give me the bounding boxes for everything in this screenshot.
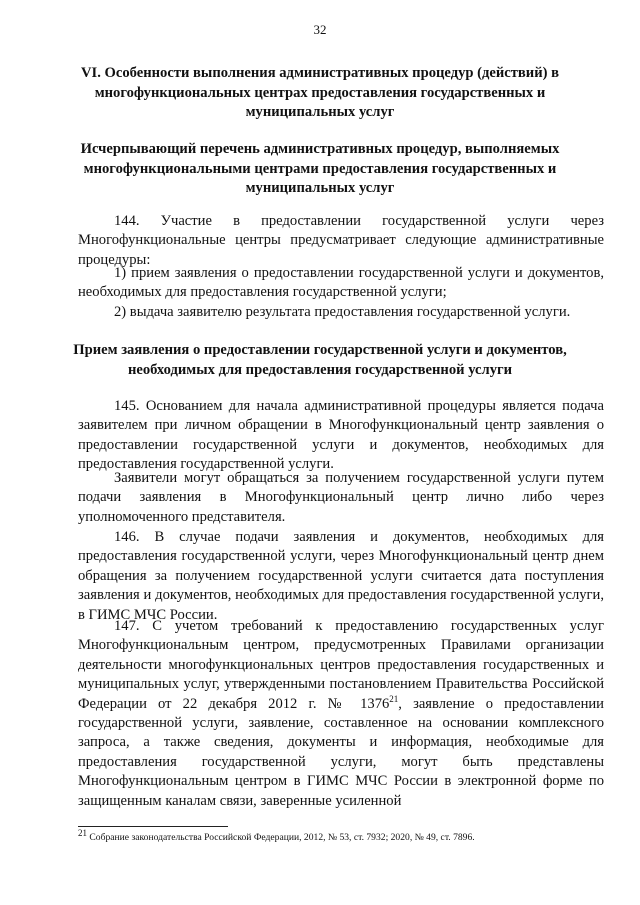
paragraph-144: 144. Участие в предоставлении государственной услуги через Многофункциональные центры предусматривает следующие административные процедуры: — [78, 213, 604, 268]
paragraph-145: 145. Основанием для начала административной процедуры является подача заявителем при личном обращении в Многофункциональный центр заявления о предоставлении государственной услуги и документов, необходимых для предоставления государственной услуги. — [78, 398, 604, 473]
page-number: 32 — [313, 22, 327, 37]
footnote-divider — [78, 826, 228, 827]
paragraph-144-item-1: 1) прием заявления о предоставлении государственной услуги и документов, необходимых для предоставления государственной услуги; — [78, 265, 604, 301]
paragraph-147-start: 147. С учетом требований к предоставлению государственных услуг Многофункциональным центром, предусмотренных Правилами организации деятельности многофункциональных центров предоставления государственных и муниципальных услуг, утвержденными постановлением Правительства Российской Федерации от 22 декабря 2012 г. № 1376 — [78, 618, 604, 712]
footnote-mark: 21 — [78, 827, 87, 838]
footnote-reference: 21 — [389, 693, 399, 704]
paragraph-144-item-2: 2) выдача заявителю результата предоставления государственной услуги. — [114, 304, 571, 320]
subheading-application-intake: Прием заявления о предоставлении государственной услуги и документов, необходимых для предоставления государственной услуги — [73, 342, 567, 378]
footnote — [78, 827, 608, 844]
paragraph-145-continued: Заявители могут обращаться за получением государственной услуги путем подачи заявления в Многофункциональный центр лично либо через уполномоченного представителя. — [78, 470, 604, 525]
paragraph-146: 146. В случае подачи заявления и документов, необходимых для предоставления государственной услуги, через Многофункциональный центр днем обращения за получением государственной услуги считается дата поступления заявления и документов, необходимых для предоставления государственной услуги, в ГИМС МЧС России. — [78, 529, 604, 623]
paragraph-147 — [78, 617, 604, 811]
subheading-procedures-list: Исчерпывающий перечень административных процедур, выполняемых многофункциональными центрами предоставления государственных и муниципальных услуг — [80, 141, 560, 196]
paragraph-147-end: , заявление о предоставлении государственной услуги, заявление, составленное на основании комплексного запроса, а также сведения, документы и информация, необходимые для предоставления государственной услуги, могут быть представлены Многофункциональным центром в ГИМС МЧС России в электронной форме по защищенным каналам связи, заверенные усиленной — [78, 695, 604, 809]
section-heading: VI. Особенности выполнения административных процедур (действий) в многофункциональных центрах предоставления государственных и муниципальных услуг — [81, 65, 559, 120]
footnote-text: Собрание законодательства Российской Федерации, 2012, № 53, ст. 7932; 2020, № 49, ст. 7896. — [87, 832, 475, 843]
